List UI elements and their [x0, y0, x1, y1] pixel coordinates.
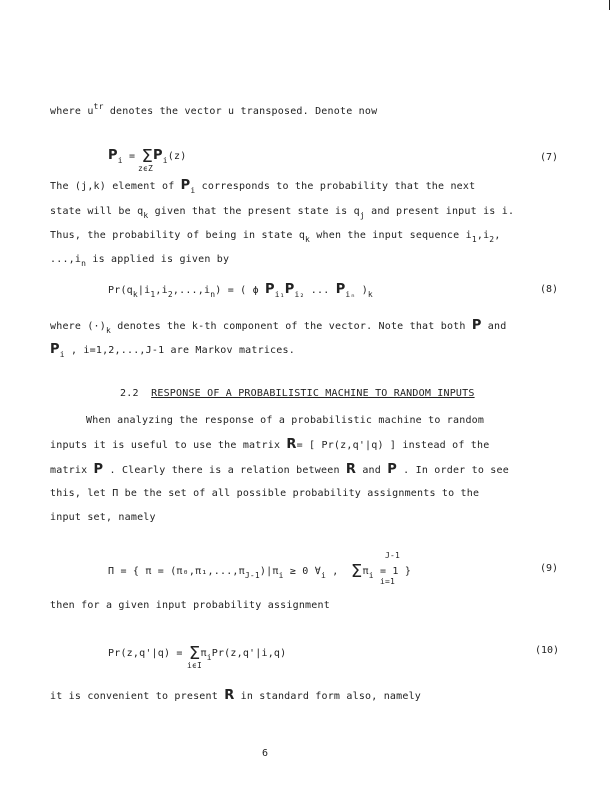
equation-10: $Pr(z,q'|q) = \Sigma\pi_iPr(z,q'|i,q)$ [108, 643, 287, 664]
equation-7: $P_i = \Sigma P_i(z)$ [108, 146, 187, 167]
paragraph-line-4: this, let Π be the set of all possible probability assignments to the [50, 488, 480, 499]
paragraph-line-1: When analyzing the response of a probabilistic machine to random [86, 415, 485, 426]
text-line-4: Thus, the probability of being in state $q_k$ when the input sequence $i_1,i_2$, [50, 230, 501, 244]
paragraph-line-2: inputs it is useful to use the matrix R= [ Pr(z,q'|q) ] instead of the [50, 437, 490, 452]
text-line-3: state will be $q_k$ given that the present state is $q_j$ and present input is i. [50, 206, 515, 220]
section-number: 2.2 [120, 388, 139, 399]
equation-10-subscript: iϵI [187, 661, 203, 670]
text-line-1: where $u^{tr}$ denotes the vector u transposed. Denote now [50, 102, 378, 117]
equation-number-7: (7) [540, 152, 559, 163]
text-line-7: $P_i$ , i=1,2,...,J-1 are Markov matrices. [50, 342, 295, 359]
text-line-6: where $(\cdot)_k$ denotes the k-th component of the vector. Note that both P and [50, 318, 507, 335]
equation-8: $Pr(q_k|i_1,i_2,...,i_n)$ = ( ϕ $P_{i_1}P_{i_2}$ ... $P_{i_n}$ )$_k$ [108, 282, 373, 299]
page-number: 6 [262, 748, 269, 759]
page-corner-mark [609, 0, 610, 10]
equation-9-sum-bottom: i=1 [380, 577, 396, 586]
paragraph-line-3: matrix P . Clearly there is a relation between R and P . In order to see [50, 462, 509, 477]
section-heading [120, 388, 475, 400]
equation-9: Π = { $\pi = (\pi_0,\pi_1,...,\pi_{J-1})|\pi_i \ge 0$ $\forall_i$ , $\Sigma\pi_i = 1$ } [108, 561, 412, 582]
paragraph-line-6: then for a given input probability assignment [50, 600, 330, 611]
paragraph-line-5: input set, namely [50, 512, 156, 523]
text-line-5: $...,i_n$ is applied is given by [50, 254, 230, 268]
paragraph-line-7: it is convenient to present R in standard form also, namely [50, 688, 422, 703]
equation-number-9: (9) [540, 563, 559, 574]
equation-9-sum-top: J-1 [385, 551, 401, 560]
equation-number-8: (8) [540, 284, 559, 295]
equation-number-10: (10) [535, 645, 560, 656]
section-title: RESPONSE OF A PROBABILISTIC MACHINE TO RANDOM INPUTS [151, 388, 475, 399]
equation-7-subscript: zϵZ [138, 164, 154, 173]
text-line-2: The (j,k) element of $P_i$ corresponds to the probability that the next [50, 178, 476, 195]
